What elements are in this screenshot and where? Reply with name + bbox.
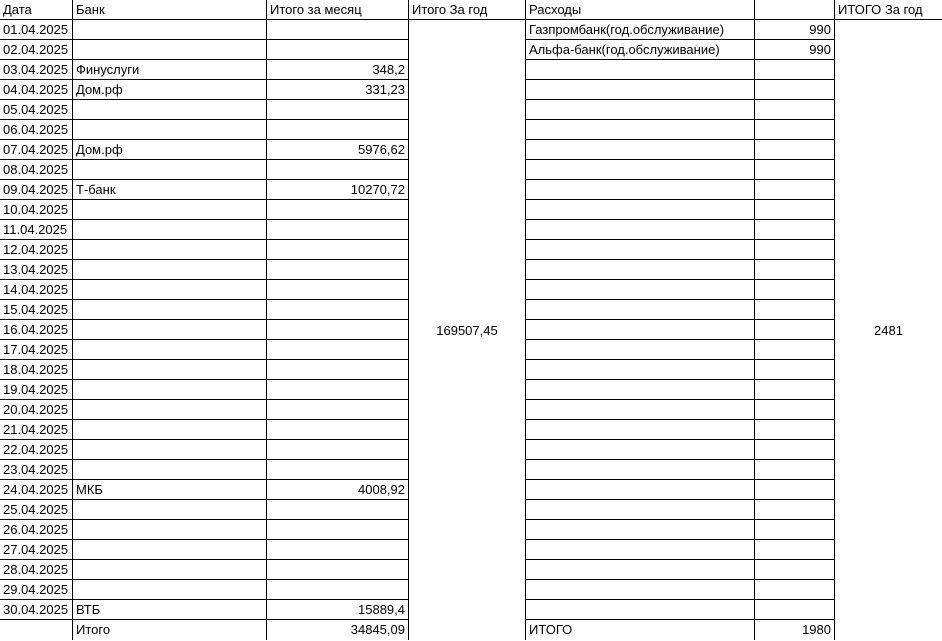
- date-cell[interactable]: 22.04.2025: [0, 440, 73, 460]
- date-cell[interactable]: 15.04.2025: [0, 300, 73, 320]
- expense-name-cell[interactable]: [526, 160, 755, 180]
- header-expenses-amount[interactable]: [755, 0, 835, 20]
- bank-cell[interactable]: [73, 20, 267, 40]
- date-cell[interactable]: 14.04.2025: [0, 280, 73, 300]
- expense-amount-cell[interactable]: 990: [755, 20, 835, 40]
- expense-name-cell[interactable]: Альфа-банк(год.обслуживание): [526, 40, 755, 60]
- expense-amount-cell[interactable]: [755, 260, 835, 280]
- income-total-label[interactable]: Итого: [73, 620, 267, 640]
- amount-cell[interactable]: [267, 240, 409, 260]
- expense-amount-cell[interactable]: [755, 180, 835, 200]
- amount-cell[interactable]: [267, 380, 409, 400]
- amount-cell[interactable]: [267, 260, 409, 280]
- date-cell[interactable]: 16.04.2025: [0, 320, 73, 340]
- bank-cell[interactable]: Дом.рф: [73, 140, 267, 160]
- expense-name-cell[interactable]: [526, 120, 755, 140]
- bank-cell[interactable]: [73, 520, 267, 540]
- bank-cell[interactable]: Т-банк: [73, 180, 267, 200]
- expense-name-cell[interactable]: [526, 540, 755, 560]
- amount-cell[interactable]: 4008,92: [267, 480, 409, 500]
- expense-amount-cell[interactable]: [755, 360, 835, 380]
- amount-cell[interactable]: [267, 460, 409, 480]
- bank-cell[interactable]: [73, 500, 267, 520]
- expense-amount-cell[interactable]: [755, 280, 835, 300]
- date-cell[interactable]: 13.04.2025: [0, 260, 73, 280]
- date-cell[interactable]: 30.04.2025: [0, 600, 73, 620]
- expense-name-cell[interactable]: [526, 240, 755, 260]
- expense-amount-cell[interactable]: [755, 240, 835, 260]
- date-cell[interactable]: 25.04.2025: [0, 500, 73, 520]
- date-cell[interactable]: 04.04.2025: [0, 80, 73, 100]
- bank-cell[interactable]: [73, 40, 267, 60]
- header-expenses[interactable]: Расходы: [526, 0, 755, 20]
- expense-amount-cell[interactable]: [755, 600, 835, 620]
- bank-cell[interactable]: [73, 440, 267, 460]
- bank-cell[interactable]: [73, 460, 267, 480]
- amount-cell[interactable]: 15889,4: [267, 600, 409, 620]
- expense-amount-cell[interactable]: [755, 60, 835, 80]
- date-cell[interactable]: 10.04.2025: [0, 200, 73, 220]
- date-cell[interactable]: 27.04.2025: [0, 540, 73, 560]
- expense-name-cell[interactable]: [526, 280, 755, 300]
- expense-name-cell[interactable]: [526, 260, 755, 280]
- expense-amount-cell[interactable]: [755, 420, 835, 440]
- amount-cell[interactable]: [267, 420, 409, 440]
- expense-name-cell[interactable]: [526, 100, 755, 120]
- expense-amount-cell[interactable]: [755, 380, 835, 400]
- amount-cell[interactable]: [267, 540, 409, 560]
- expense-amount-cell[interactable]: [755, 220, 835, 240]
- expense-amount-cell[interactable]: [755, 140, 835, 160]
- date-cell[interactable]: 02.04.2025: [0, 40, 73, 60]
- expense-name-cell[interactable]: [526, 80, 755, 100]
- year-total-expenses-cell[interactable]: 2481: [874, 322, 903, 338]
- expense-amount-cell[interactable]: [755, 560, 835, 580]
- bank-cell[interactable]: [73, 300, 267, 320]
- bank-cell[interactable]: Финуслуги: [73, 60, 267, 80]
- amount-cell[interactable]: [267, 580, 409, 600]
- expense-name-cell[interactable]: [526, 180, 755, 200]
- expense-name-cell[interactable]: [526, 360, 755, 380]
- amount-cell[interactable]: [267, 340, 409, 360]
- header-year-total[interactable]: Итого За год: [409, 0, 526, 20]
- amount-cell[interactable]: [267, 220, 409, 240]
- expense-total-amount[interactable]: 1980: [755, 620, 835, 640]
- date-cell[interactable]: 11.04.2025: [0, 220, 73, 240]
- expense-amount-cell[interactable]: [755, 300, 835, 320]
- expense-name-cell[interactable]: Газпромбанк(год.обслуживание): [526, 20, 755, 40]
- year-total-cell[interactable]: 169507,45: [409, 20, 526, 640]
- amount-cell[interactable]: [267, 300, 409, 320]
- expense-name-cell[interactable]: [526, 460, 755, 480]
- date-cell[interactable]: 24.04.2025: [0, 480, 73, 500]
- income-total-amount[interactable]: 34845,09: [267, 620, 409, 640]
- date-cell-empty[interactable]: [0, 620, 73, 640]
- expense-amount-cell[interactable]: [755, 320, 835, 340]
- expense-amount-cell[interactable]: [755, 100, 835, 120]
- expense-name-cell[interactable]: [526, 60, 755, 80]
- amount-cell[interactable]: 5976,62: [267, 140, 409, 160]
- expense-amount-cell[interactable]: [755, 340, 835, 360]
- amount-cell[interactable]: [267, 120, 409, 140]
- bank-cell[interactable]: [73, 200, 267, 220]
- expense-amount-cell[interactable]: [755, 120, 835, 140]
- expense-amount-cell[interactable]: [755, 540, 835, 560]
- amount-cell[interactable]: [267, 20, 409, 40]
- date-cell[interactable]: 17.04.2025: [0, 340, 73, 360]
- amount-cell[interactable]: [267, 100, 409, 120]
- date-cell[interactable]: 12.04.2025: [0, 240, 73, 260]
- date-cell[interactable]: 09.04.2025: [0, 180, 73, 200]
- expense-name-cell[interactable]: [526, 340, 755, 360]
- date-cell[interactable]: 19.04.2025: [0, 380, 73, 400]
- amount-cell[interactable]: [267, 360, 409, 380]
- expense-amount-cell[interactable]: [755, 80, 835, 100]
- amount-cell[interactable]: [267, 500, 409, 520]
- amount-cell[interactable]: [267, 40, 409, 60]
- amount-cell[interactable]: 348,2: [267, 60, 409, 80]
- bank-cell[interactable]: Дом.рф: [73, 80, 267, 100]
- expense-amount-cell[interactable]: [755, 480, 835, 500]
- header-year-total-expenses[interactable]: ИТОГО За год: [835, 0, 942, 20]
- amount-cell[interactable]: [267, 560, 409, 580]
- expense-amount-cell[interactable]: [755, 580, 835, 600]
- date-cell[interactable]: 28.04.2025: [0, 560, 73, 580]
- amount-cell[interactable]: [267, 280, 409, 300]
- amount-cell[interactable]: [267, 440, 409, 460]
- amount-cell[interactable]: 331,23: [267, 80, 409, 100]
- date-cell[interactable]: 08.04.2025: [0, 160, 73, 180]
- bank-cell[interactable]: [73, 360, 267, 380]
- date-cell[interactable]: 23.04.2025: [0, 460, 73, 480]
- bank-cell[interactable]: [73, 340, 267, 360]
- date-cell[interactable]: 26.04.2025: [0, 520, 73, 540]
- expense-name-cell[interactable]: [526, 600, 755, 620]
- expense-amount-cell[interactable]: 990: [755, 40, 835, 60]
- bank-cell[interactable]: [73, 120, 267, 140]
- bank-cell[interactable]: [73, 160, 267, 180]
- amount-cell[interactable]: [267, 520, 409, 540]
- bank-cell[interactable]: [73, 400, 267, 420]
- date-cell[interactable]: 20.04.2025: [0, 400, 73, 420]
- expense-name-cell[interactable]: [526, 300, 755, 320]
- bank-cell[interactable]: [73, 100, 267, 120]
- header-bank[interactable]: Банк: [73, 0, 267, 20]
- expense-amount-cell[interactable]: [755, 440, 835, 460]
- expense-name-cell[interactable]: [526, 380, 755, 400]
- amount-cell[interactable]: 10270,72: [267, 180, 409, 200]
- bank-cell[interactable]: [73, 280, 267, 300]
- bank-cell[interactable]: МКБ: [73, 480, 267, 500]
- date-cell[interactable]: 18.04.2025: [0, 360, 73, 380]
- expense-amount-cell[interactable]: [755, 400, 835, 420]
- date-cell[interactable]: 29.04.2025: [0, 580, 73, 600]
- date-cell[interactable]: 21.04.2025: [0, 420, 73, 440]
- expense-name-cell[interactable]: [526, 520, 755, 540]
- bank-cell[interactable]: [73, 420, 267, 440]
- expense-name-cell[interactable]: [526, 140, 755, 160]
- bank-cell[interactable]: [73, 260, 267, 280]
- bank-cell[interactable]: [73, 540, 267, 560]
- bank-cell[interactable]: [73, 240, 267, 260]
- bank-cell[interactable]: [73, 380, 267, 400]
- header-month-total[interactable]: Итого за месяц: [267, 0, 409, 20]
- expense-name-cell[interactable]: [526, 420, 755, 440]
- expense-name-cell[interactable]: [526, 320, 755, 340]
- expense-name-cell[interactable]: [526, 220, 755, 240]
- amount-cell[interactable]: [267, 200, 409, 220]
- expense-amount-cell[interactable]: [755, 520, 835, 540]
- expense-name-cell[interactable]: [526, 580, 755, 600]
- expense-amount-cell[interactable]: [755, 160, 835, 180]
- expense-name-cell[interactable]: [526, 400, 755, 420]
- expense-name-cell[interactable]: [526, 200, 755, 220]
- date-cell[interactable]: 01.04.2025: [0, 20, 73, 40]
- expense-amount-cell[interactable]: [755, 500, 835, 520]
- expense-name-cell[interactable]: [526, 500, 755, 520]
- bank-cell[interactable]: ВТБ: [73, 600, 267, 620]
- bank-cell[interactable]: [73, 320, 267, 340]
- expense-amount-cell[interactable]: [755, 200, 835, 220]
- expense-name-cell[interactable]: [526, 440, 755, 460]
- date-cell[interactable]: 03.04.2025: [0, 60, 73, 80]
- amount-cell[interactable]: [267, 160, 409, 180]
- expense-amount-cell[interactable]: [755, 460, 835, 480]
- expense-name-cell[interactable]: [526, 480, 755, 500]
- bank-cell[interactable]: [73, 560, 267, 580]
- amount-cell[interactable]: [267, 400, 409, 420]
- date-cell[interactable]: 06.04.2025: [0, 120, 73, 140]
- bank-cell[interactable]: [73, 220, 267, 240]
- expense-name-cell[interactable]: [526, 560, 755, 580]
- date-cell[interactable]: 05.04.2025: [0, 100, 73, 120]
- amount-cell[interactable]: [267, 320, 409, 340]
- header-date[interactable]: Дата: [0, 0, 73, 20]
- date-cell[interactable]: 07.04.2025: [0, 140, 73, 160]
- expense-total-label[interactable]: ИТОГО: [526, 620, 755, 640]
- bank-cell[interactable]: [73, 580, 267, 600]
